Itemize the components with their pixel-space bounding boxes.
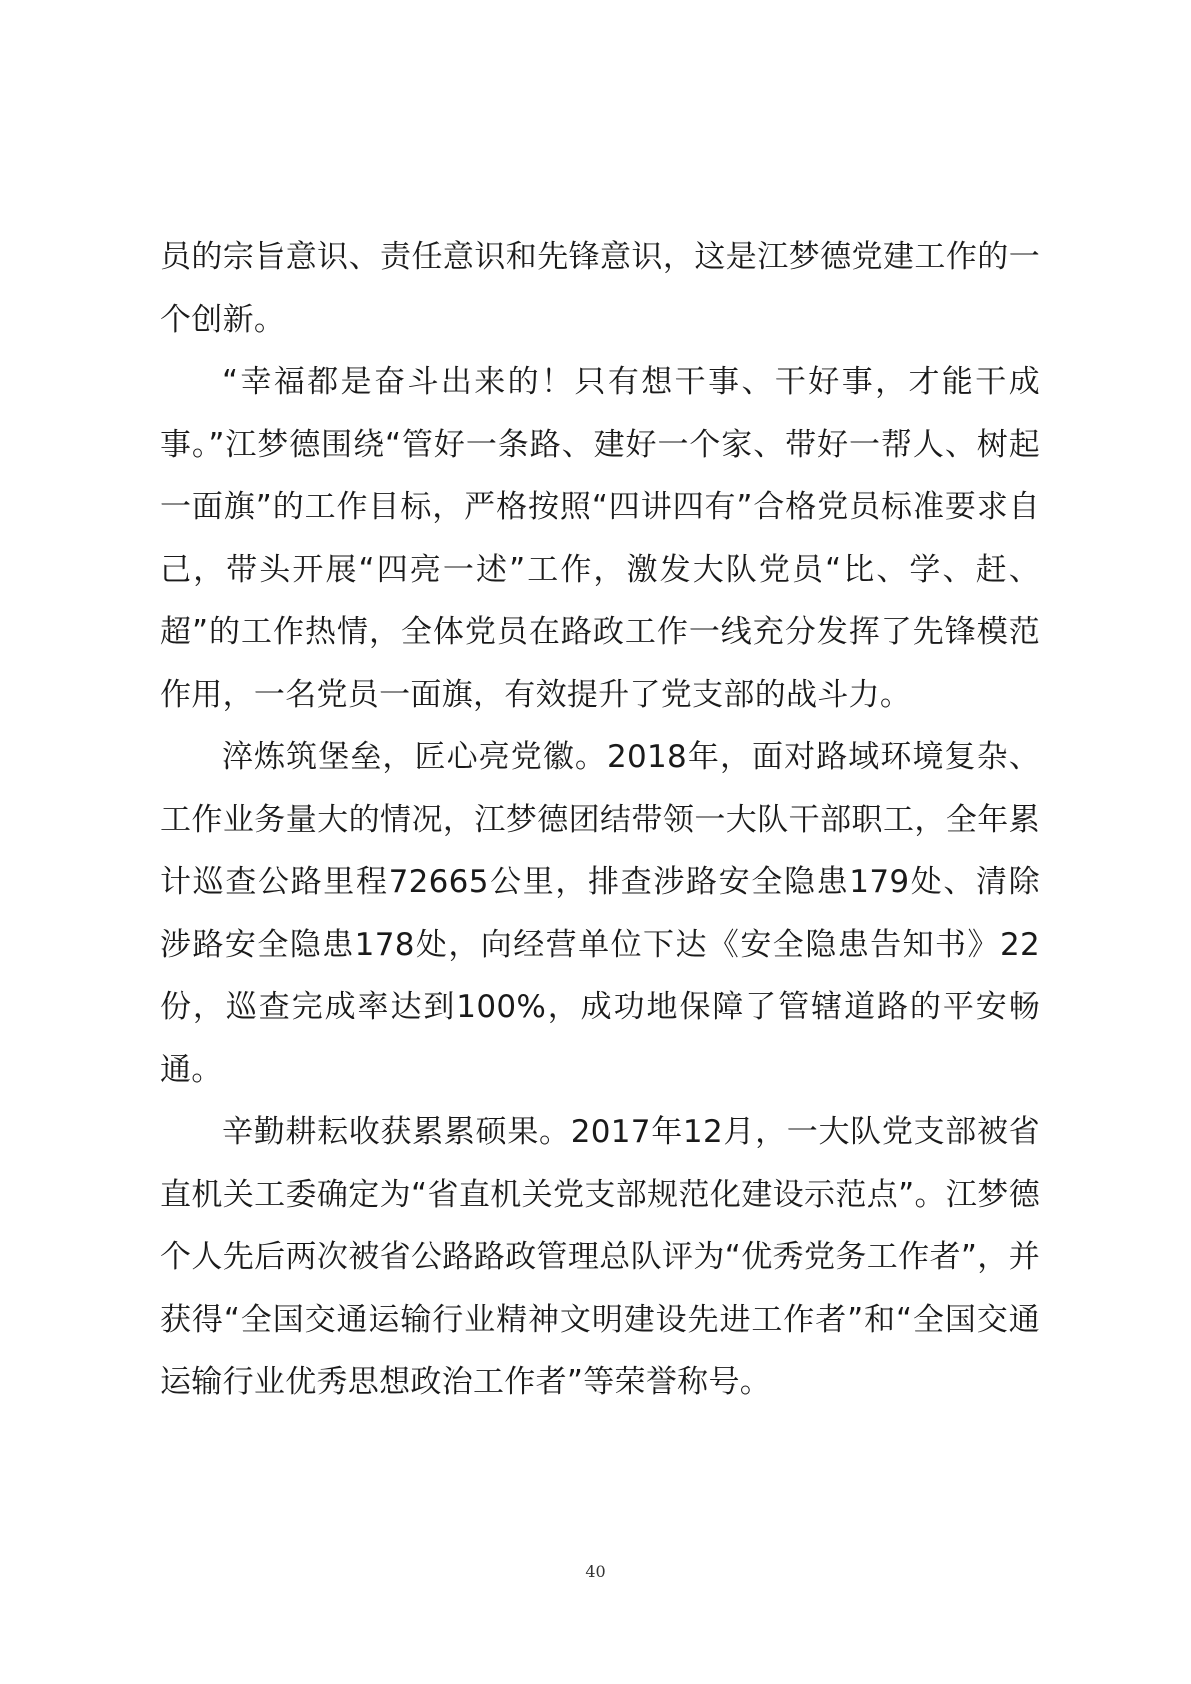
paragraph-honors: 辛勤耕耘收获累累硕果。2017年12月，一大队党支部被省直机关工委确定为“省直机关党支部规范化建设示范点”。江梦德个人先后两次被省公路路政管理总队评为“优秀党务工作者”，并获得“全国交通运输行业精神文明建设先进工作者”和“全国交通运输行业优秀思想政治工作者”等荣誉称号。 [160,1114,1040,1400]
body-text [160,226,1040,1414]
paragraph-quote: “幸福都是奋斗出来的！只有想干事、干好事，才能干成事。”江梦德围绕“管好一条路、建好一个家、带好一帮人、树起一面旗”的工作目标，严格按照“四讲四有”合格党员标准要求自己，带头开展“四亮一述”工作，激发大队党员“比、学、赶、超”的工作热情，全体党员在路政工作一线充分发挥了先锋模范作用，一名党员一面旗，有效提升了党支部的战斗力。 [160,364,1040,713]
paragraph-achievements-2018: 淬炼筑堡垒，匠心亮党徽。2018年，面对路域环境复杂、工作业务量大的情况，江梦德团结带领一大队干部职工，全年累计巡查公路里程72665公里，排查涉路安全隐患179处、清除涉路安全隐患178处，向经营单位下达《安全隐患告知书》22份，巡查完成率达到100%，成功地保障了管辖道路的平安畅通。 [160,739,1040,1088]
page-number: 40 [585,1562,606,1581]
paragraph-continuation: 员的宗旨意识、责任意识和先锋意识，这是江梦德党建工作的一个创新。 [160,239,1040,338]
